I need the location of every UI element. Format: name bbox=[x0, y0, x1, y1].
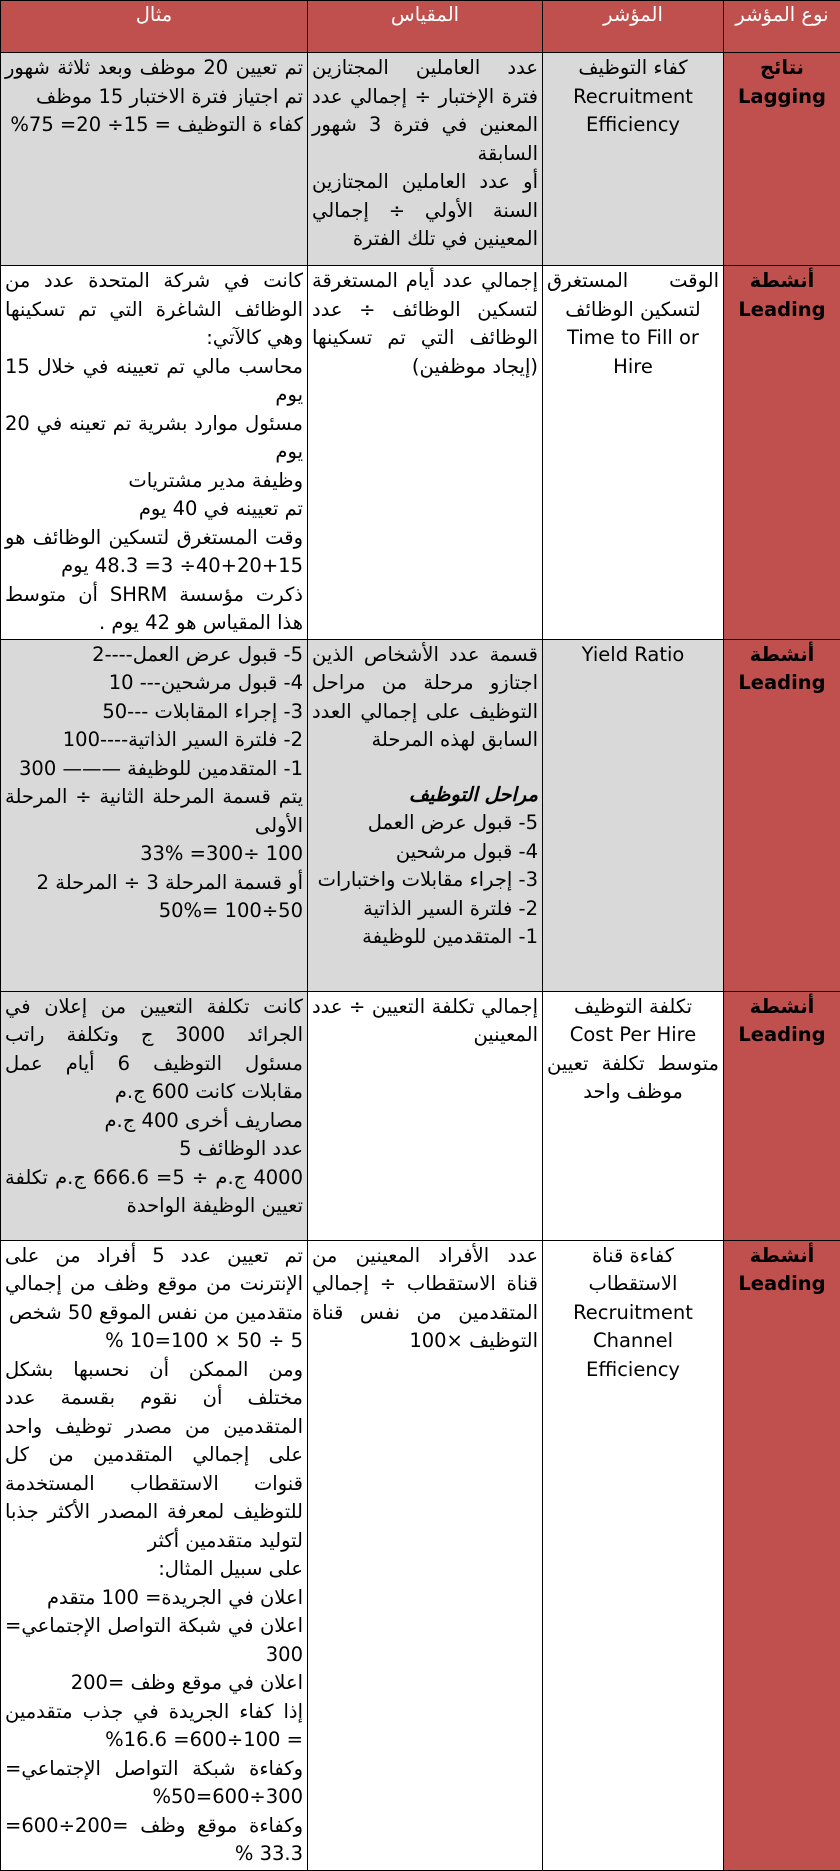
example-cell bbox=[1, 53, 308, 266]
measure-cell bbox=[308, 991, 543, 1240]
indicator-cell bbox=[543, 53, 724, 266]
type-arabic: أنشطة bbox=[728, 267, 836, 296]
type-english: Leading bbox=[728, 1021, 836, 1050]
indicator-type-cell bbox=[724, 991, 840, 1240]
measure-line: 1- المتقدمين للوظيفة bbox=[312, 923, 538, 952]
measure-line: 4- قبول مرشحين bbox=[312, 838, 538, 867]
indicator-type-cell bbox=[724, 53, 840, 266]
table-row bbox=[1, 266, 840, 640]
indicator-line: كفاءة قناة الاستقطاب bbox=[547, 1242, 719, 1299]
example-cell bbox=[1, 1240, 308, 1870]
example-line: 4- قبول مرشحين--- 10 bbox=[5, 669, 303, 698]
measure-line: عدد العاملين المجتازين فترة الإختبار ÷ إجمالي عدد المعنين في فترة 3 شهور السابقة bbox=[312, 54, 538, 168]
example-line: 1- المتقدمين للوظيفة ——— 300 bbox=[5, 755, 303, 784]
example-cell bbox=[1, 639, 308, 991]
indicator-cell bbox=[543, 1240, 724, 1870]
indicator-type-cell bbox=[724, 1240, 840, 1870]
measure-line: عدد الأفراد المعينين من قناة الاستقطاب ÷ إجمالي المتقدمين من نفس قناة التوظيف ×100 bbox=[312, 1242, 538, 1356]
example-line: كانت في شركة المتحدة عدد من الوظائف الشاغرة التي تم تسكينها وهي كالآتي: bbox=[5, 267, 303, 353]
indicator-line: تكلفة التوظيف bbox=[547, 993, 719, 1022]
table-row bbox=[1, 639, 840, 991]
example-line: 2- فلترة السير الذاتية----100 bbox=[5, 726, 303, 755]
indicator-line: Channel bbox=[547, 1327, 719, 1356]
indicator-line: Yield Ratio bbox=[547, 641, 719, 670]
example-cell bbox=[1, 266, 308, 640]
example-line: عدد الوظائف 5 bbox=[5, 1135, 303, 1164]
indicator-type-cell bbox=[724, 266, 840, 640]
measure-cell bbox=[308, 266, 543, 640]
example-line: كانت تكلفة التعيين من إعلان في الجرائد 3000 ج وتكلفة راتب مسئول التوظيف 6 أيام عمل مقابلات كانت 600 ج.م bbox=[5, 993, 303, 1107]
type-arabic: نتائج bbox=[728, 54, 836, 83]
example-line: 3- إجراء المقابلات ---50 bbox=[5, 698, 303, 727]
type-english: Leading bbox=[728, 1270, 836, 1299]
example-line: يتم قسمة المرحلة الثانية ÷ المرحلة الأولى bbox=[5, 783, 303, 840]
example-line: 100 ÷300= 33% bbox=[5, 840, 303, 869]
example-line: كفاء ة التوظيف = 15÷ 20= 75% bbox=[5, 111, 303, 140]
indicator-cell bbox=[543, 639, 724, 991]
measure-intro: قسمة عدد الأشخاص الذين اجتازو مرحلة من مراحل التوظيف على إجمالي العدد السابق لهذه المرحلة bbox=[312, 641, 538, 755]
example-line: وظيفة مدير مشتريات bbox=[5, 467, 303, 496]
table-row bbox=[1, 53, 840, 266]
header-example: مثال bbox=[1, 1, 308, 53]
table-row bbox=[1, 991, 840, 1240]
example-line: اعلان في موقع وظف =200 bbox=[5, 1669, 303, 1698]
example-line: مسئول موارد بشرية تم تعينه في 20 يوم bbox=[5, 410, 303, 467]
spacer bbox=[312, 755, 538, 781]
example-cell bbox=[1, 991, 308, 1240]
indicator-cell bbox=[543, 991, 724, 1240]
example-line: 4000 ج.م ÷ 5= 666.6 ج.م تكلفة تعيين الوظيفة الواحدة bbox=[5, 1164, 303, 1221]
indicator-line: Efficiency bbox=[547, 1356, 719, 1385]
measure-line: 2- فلترة السير الذاتية bbox=[312, 895, 538, 924]
indicator-line: كفاء التوظيف bbox=[547, 54, 719, 83]
indicator-line: Time to Fill or Hire bbox=[547, 324, 719, 381]
type-english: Leading bbox=[728, 669, 836, 698]
example-line: وقت المستغرق لتسكين الوظائف هو 15+20+40÷ 3= 48.3 يوم bbox=[5, 524, 303, 581]
header-measure: المقياس bbox=[308, 1, 543, 53]
table-row bbox=[1, 1240, 840, 1870]
example-line: أو قسمة المرحلة 3 ÷ المرحلة 2 bbox=[5, 869, 303, 898]
example-line: مصاريف أخرى 400 ج.م bbox=[5, 1107, 303, 1136]
measure-line: إجمالي عدد أيام المستغرقة لتسكين الوظائف ÷ عدد الوظائف التي تم تسكينها (إيجاد موظفين) bbox=[312, 267, 538, 381]
indicator-line: Recruitment bbox=[547, 83, 719, 112]
type-arabic: أنشطة bbox=[728, 1242, 836, 1271]
header-row bbox=[1, 1, 840, 53]
type-arabic: أنشطة bbox=[728, 993, 836, 1022]
example-line: ذكرت مؤسسة SHRM أن متوسط هذا المقياس هو 42 يوم . bbox=[5, 581, 303, 638]
measure-line: إجمالي تكلفة التعيين ÷ عدد المعينين bbox=[312, 993, 538, 1050]
indicator-line: Cost Per Hire bbox=[547, 1021, 719, 1050]
example-line: تم تعيين 20 موظف وبعد ثلاثة شهور تم اجتياز فترة الاختبار 15 موظف bbox=[5, 54, 303, 111]
indicator-line: Recruitment bbox=[547, 1299, 719, 1328]
measure-section-title: مراحل التوظيف bbox=[312, 781, 538, 810]
indicator-line: Efficiency bbox=[547, 111, 719, 140]
example-line: ومن الممكن أن نحسبها بشكل مختلف أن نقوم بقسمة عدد المتقدمين من مصدر توظيف واحد على إجمالي المتقدمين من كل قنوات الاستقطاب المستخدمة للتوظيف لمعرفة المصدر الأكثر جذبا لتوليد متقدمين أكثر bbox=[5, 1356, 303, 1556]
type-english: Lagging bbox=[728, 83, 836, 112]
example-line: 5- قبول عرض العمل----2 bbox=[5, 641, 303, 670]
example-line: محاسب مالي تم تعيينه في خلال 15 يوم bbox=[5, 353, 303, 410]
type-arabic: أنشطة bbox=[728, 641, 836, 670]
indicator-cell bbox=[543, 266, 724, 640]
measure-cell bbox=[308, 639, 543, 991]
example-line: إذا كفاء الجريدة في جذب متقدمين = 100÷600= 16.6% bbox=[5, 1698, 303, 1755]
example-line: على سبيل المثال: bbox=[5, 1555, 303, 1584]
measure-line: 3- إجراء مقابلات واختبارات bbox=[312, 866, 538, 895]
example-line: اعلان في شبكة التواصل الإجتماعي= 300 bbox=[5, 1612, 303, 1669]
example-line: اعلان في الجريدة= 100 متقدم bbox=[5, 1584, 303, 1613]
example-line: 50÷100 =50% bbox=[5, 897, 303, 926]
indicator-line: الوقت المستغرق لتسكين الوظائف bbox=[547, 267, 719, 324]
example-line: وكفاءة موقع وظف =200÷600= 33.3 % bbox=[5, 1812, 303, 1869]
type-english: Leading bbox=[728, 296, 836, 325]
measure-line: أو عدد العاملين المجتازين السنة الأولي ÷ إجمالي المعينين في تلك الفترة bbox=[312, 168, 538, 254]
example-line: تم تعيين عدد 5 أفراد من على الإنترنت من موقع وظف من إجمالي متقدمين من نفس الموقع 50 شخص bbox=[5, 1242, 303, 1328]
header-type: نوع المؤشر bbox=[724, 1, 840, 53]
indicator-line: متوسط تكلفة تعيين موظف واحد bbox=[547, 1050, 719, 1107]
example-line: وكفاءة شبكة التواصل الإجتماعي= 300÷600=50% bbox=[5, 1755, 303, 1812]
measure-cell bbox=[308, 1240, 543, 1870]
measure-cell bbox=[308, 53, 543, 266]
example-line: تم تعيينه في 40 يوم bbox=[5, 495, 303, 524]
example-line: 5 ÷ 50 × 100=10 % bbox=[5, 1327, 303, 1356]
measure-line: 5- قبول عرض العمل bbox=[312, 809, 538, 838]
header-indicator: المؤشر bbox=[543, 1, 724, 53]
indicator-type-cell bbox=[724, 639, 840, 991]
